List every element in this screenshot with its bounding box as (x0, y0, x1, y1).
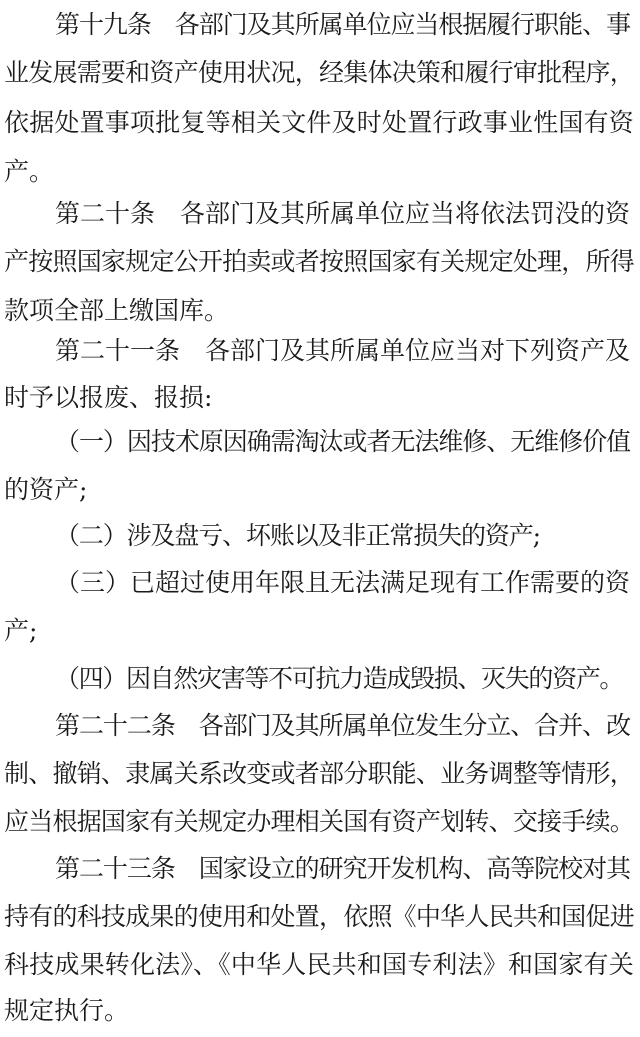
article-21-line-1: 第二十一条 各部门及其所属单位应当对下列资产及 (55, 336, 631, 365)
item-3-line-1: （三）已超过使用年限且无法满足现有工作需要的资 (55, 568, 631, 597)
article-19-line-1: 第十九条 各部门及其所属单位应当根据履行职能、事 (55, 10, 631, 39)
article-23-line-1: 第二十三条 国家设立的研究开发机构、高等院校对其 (55, 854, 631, 883)
item-3-line-2: 产; (4, 616, 38, 645)
article-22-line-2: 制、撤销、隶属关系改变或者部分职能、业务调整等情形， (4, 759, 634, 788)
article-22-line-3: 应当根据国家有关规定办理相关国有资产划转、交接手续。 (4, 807, 634, 836)
article-23-line-2: 持有的科技成果的使用和处置，依照《中华人民共和国促进 (4, 902, 634, 931)
article-23-line-3: 科技成果转化法》、《中华人民共和国专利法》和国家有关 (4, 950, 634, 979)
article-21-line-2: 时予以报废、报损: (4, 383, 213, 412)
article-20-line-3: 款项全部上缴国库。 (4, 296, 230, 325)
article-22-line-1: 第二十二条 各部门及其所属单位发生分立、合并、改 (55, 711, 631, 740)
article-19-line-4: 产。 (4, 157, 55, 186)
item-4-line-1: （四）因自然灾害等不可抗力造成毁损、灭失的资产。 (55, 664, 624, 693)
article-19-line-2: 业发展需要和资产使用状况，经集体决策和履行审批程序， (4, 58, 634, 87)
article-20-line-1: 第二十条 各部门及其所属单位应当将依法罚没的资 (55, 199, 631, 228)
item-1-line-2: 的资产; (4, 475, 88, 504)
article-23-line-4: 规定执行。 (4, 996, 130, 1025)
article-19-line-3: 依据处置事项批复等相关文件及时处置行政事业性国有资 (4, 108, 635, 137)
item-2-line-1: （二）涉及盘亏、坏账以及非正常损失的资产; (55, 521, 540, 550)
item-1-line-1: （一）因技术原因确需淘汰或者无法维修、无维修价值 (55, 427, 631, 456)
article-20-line-2: 产按照国家规定公开拍卖或者按照国家有关规定处理，所得 (4, 247, 634, 276)
